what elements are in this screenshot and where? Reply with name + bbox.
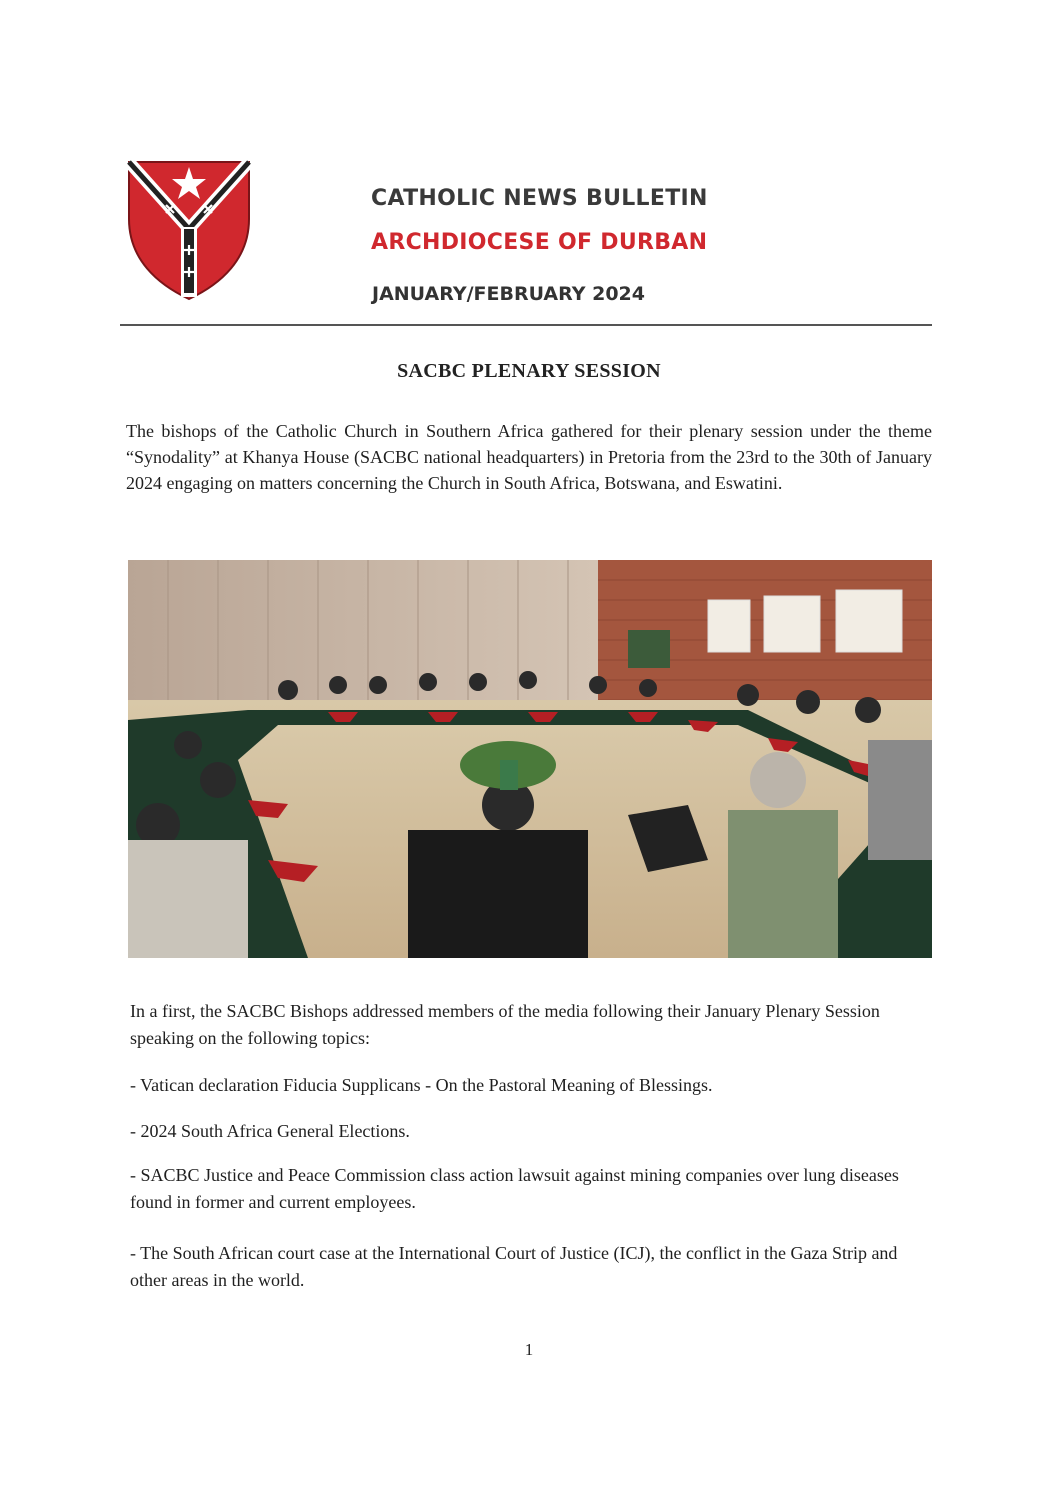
bulletin-title: CATHOLIC NEWS BULLETIN <box>371 186 708 211</box>
page-number: 1 <box>524 1340 534 1359</box>
media-paragraph: In a first, the SACBC Bishops addressed members of the media following their January Plenary Session speaking on the following topics: <box>130 1001 880 1048</box>
topic-item: - 2024 South Africa General Elections. <box>130 1121 410 1141</box>
header-divider <box>120 324 932 326</box>
topic-item: - The South African court case at the International Court of Justice (ICJ), the conflict in the Gaza Strip and other areas in the world. <box>130 1243 898 1290</box>
intro-paragraph: The bishops of the Catholic Church in Southern Africa gathered for their plenary session under the theme “Synodality” at Khanya House (SACBC national headquarters) in Pretoria from the 23rd to the 30th of January 2024 engaging on matters concerning the Church in South Africa, Botswana, and Eswatini. <box>126 421 932 493</box>
archdiocese-name: ARCHDIOCESE OF DURBAN <box>371 230 708 255</box>
archdiocese-coat-of-arms <box>126 159 252 301</box>
article-title: SACBC PLENARY SESSION <box>397 360 661 382</box>
plenary-session-photo <box>128 560 932 958</box>
issue-date: JANUARY/FEBRUARY 2024 <box>372 283 645 305</box>
topic-item: - Vatican declaration Fiducia Supplicans - On the Pastoral Meaning of Blessings. <box>130 1075 713 1095</box>
topic-item: - SACBC Justice and Peace Commission class action lawsuit against mining companies over lung diseases found in former and current employees. <box>130 1165 899 1212</box>
